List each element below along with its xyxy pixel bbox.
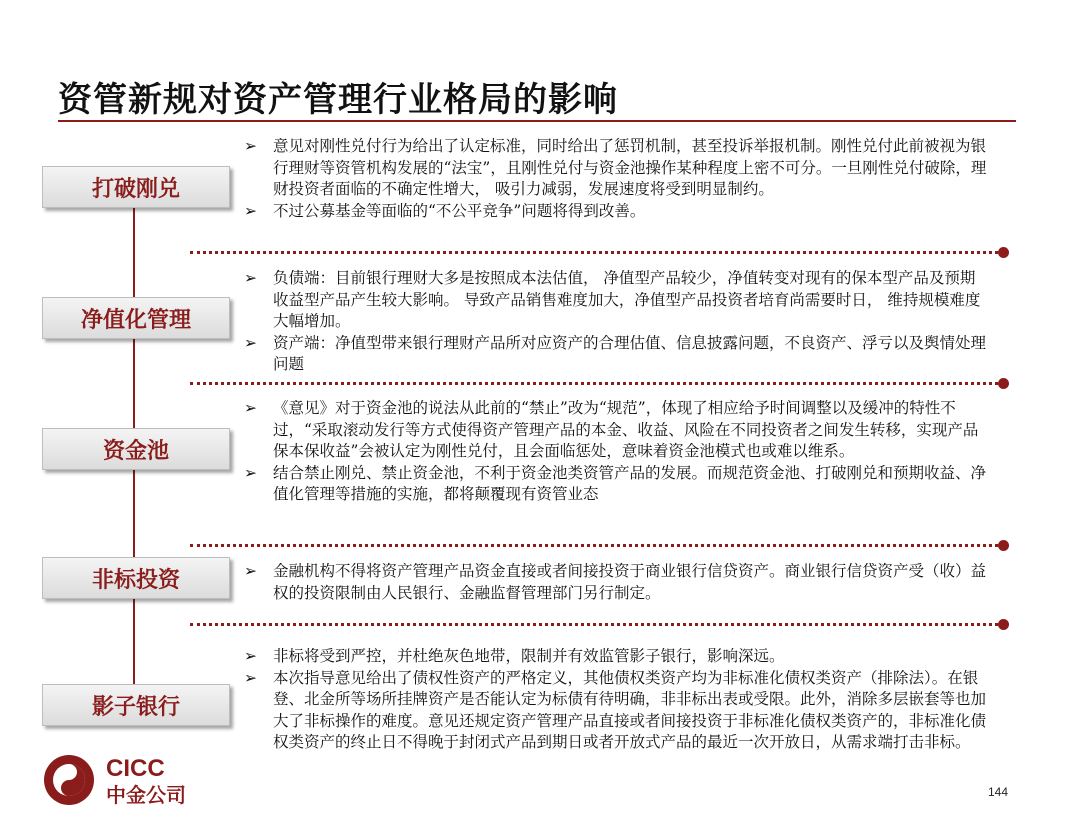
page-number: 144 [988,785,1009,799]
section-label-break-rigid-payment: 打破刚兑 [42,166,230,208]
divider-end-dot [998,247,1009,258]
section-label-shadow-banking: 影子银行 [42,684,230,726]
section-content-break-rigid-payment [244,136,990,222]
arrow-bullet-icon: ➢ [244,668,257,687]
section-label-net-value-management: 净值化管理 [42,297,230,339]
section-label-non-standard-investment: 非标投资 [42,557,230,599]
section-content-non-standard-investment [244,561,990,604]
divider-end-dot [998,378,1009,389]
arrow-bullet-icon: ➢ [244,333,257,352]
logo-latin-text: CICC [106,755,165,782]
section-divider [190,382,1005,385]
divider-end-dot [998,540,1009,551]
bullet-item: ➢ 金融机构不得将资产管理产品资金直接或者间接投资于商业银行信贷资产。商业银行信贷资产受（收）益权的投资限制由人民银行、金融监督管理部门另行制定。 [244,562,987,602]
cicc-logo-mark-icon [42,752,212,808]
arrow-bullet-icon: ➢ [244,562,257,580]
bullet-item: ➢ 非标将受到严控，并杜绝灰色地带，限制并有效监管影子银行，影响深远。 [244,646,990,668]
arrow-bullet-icon: ➢ [244,647,257,665]
bullet-item: ➢ 负债端：目前银行理财大多是按照成本法估值， 净值型产品较少，净值转变对现有的保本型产品及预期收益型产品产生较大影响。 导致产品销售难度加大，净值型产品投资者培育尚需要时日， 维持规模难度大幅增加。 [244,269,981,330]
title-underline [58,120,1016,122]
bullet-item: ➢ 《意见》对于资金池的说法从此前的“禁止”改为“规范”，体现了相应给予时间调整以及缓冲的特性不过，“采取滚动发行等方式使得资产管理产品的本金、收益、风险在不同投资者之间发生转移，实现产品保本保收益”会被认定为刚性兑付，且会面临惩处，意味着资金池模式也或难以维系。 [244,399,979,460]
arrow-bullet-icon: ➢ [244,269,257,287]
divider-end-dot [998,619,1009,630]
arrow-bullet-icon: ➢ [244,463,257,482]
section-label-capital-pool: 资金池 [42,428,230,470]
section-divider [190,544,1005,547]
bullet-item: ➢ 资产端：净值型带来银行理财产品所对应资产的合理估值、信息披露问题，不良资产、浮亏以及舆情处理问题 [244,333,987,373]
section-content-capital-pool [244,398,990,506]
page-title: 资管新规对资产管理行业格局的影响 [58,80,618,120]
section-content-net-value-management [244,268,990,376]
arrow-bullet-icon: ➢ [244,399,257,417]
bullet-item: ➢ 结合禁止刚兑、禁止资金池，不利于资金池类资管产品的发展。而规范资金池、打破刚兑和预期收益、净值化管理等措施的实施，都将颠覆现有资管业态 [244,463,987,503]
cicc-logo [42,752,212,808]
section-content-shadow-banking [244,646,990,754]
section-divider [190,623,1005,626]
arrow-bullet-icon: ➢ [244,201,257,220]
arrow-bullet-icon: ➢ [244,137,257,155]
logo-chinese-text: 中金公司 [106,783,186,807]
section-divider [190,251,1005,254]
bullet-item: ➢ 意见对刚性兑付行为给出了认定标准，同时给出了惩罚机制，甚至投诉举报机制。刚性兑付此前被视为银行理财等资管机构发展的“法宝”，且刚性兑付与资金池操作某种程度上密不可分。一旦刚性兑付破除，理财投资者面临的不确定性增大， 吸引力减弱，发展速度将受到明显制约。 [244,137,987,198]
bullet-item: ➢ 不过公募基金等面临的“不公平竞争”问题将得到改善。 [244,201,990,223]
bullet-item: ➢ 本次指导意见给出了债权性资产的严格定义，其他债权类资产均为非标准化债权类资产（排除法）。在银登、北金所等场所挂牌资产是否能认定为标债有待明确，非非标出表或受限。此外，消除多层嵌套等也加大了非标操作的难度。意见还规定资产管理产品直接或者间接投资于非标准化债权类资产的，非标准化债权类资产的终止日不得晚于封闭式产品到期日或者开放式产品的最近一次开放日，从需求端打击非标。 [244,668,987,751]
